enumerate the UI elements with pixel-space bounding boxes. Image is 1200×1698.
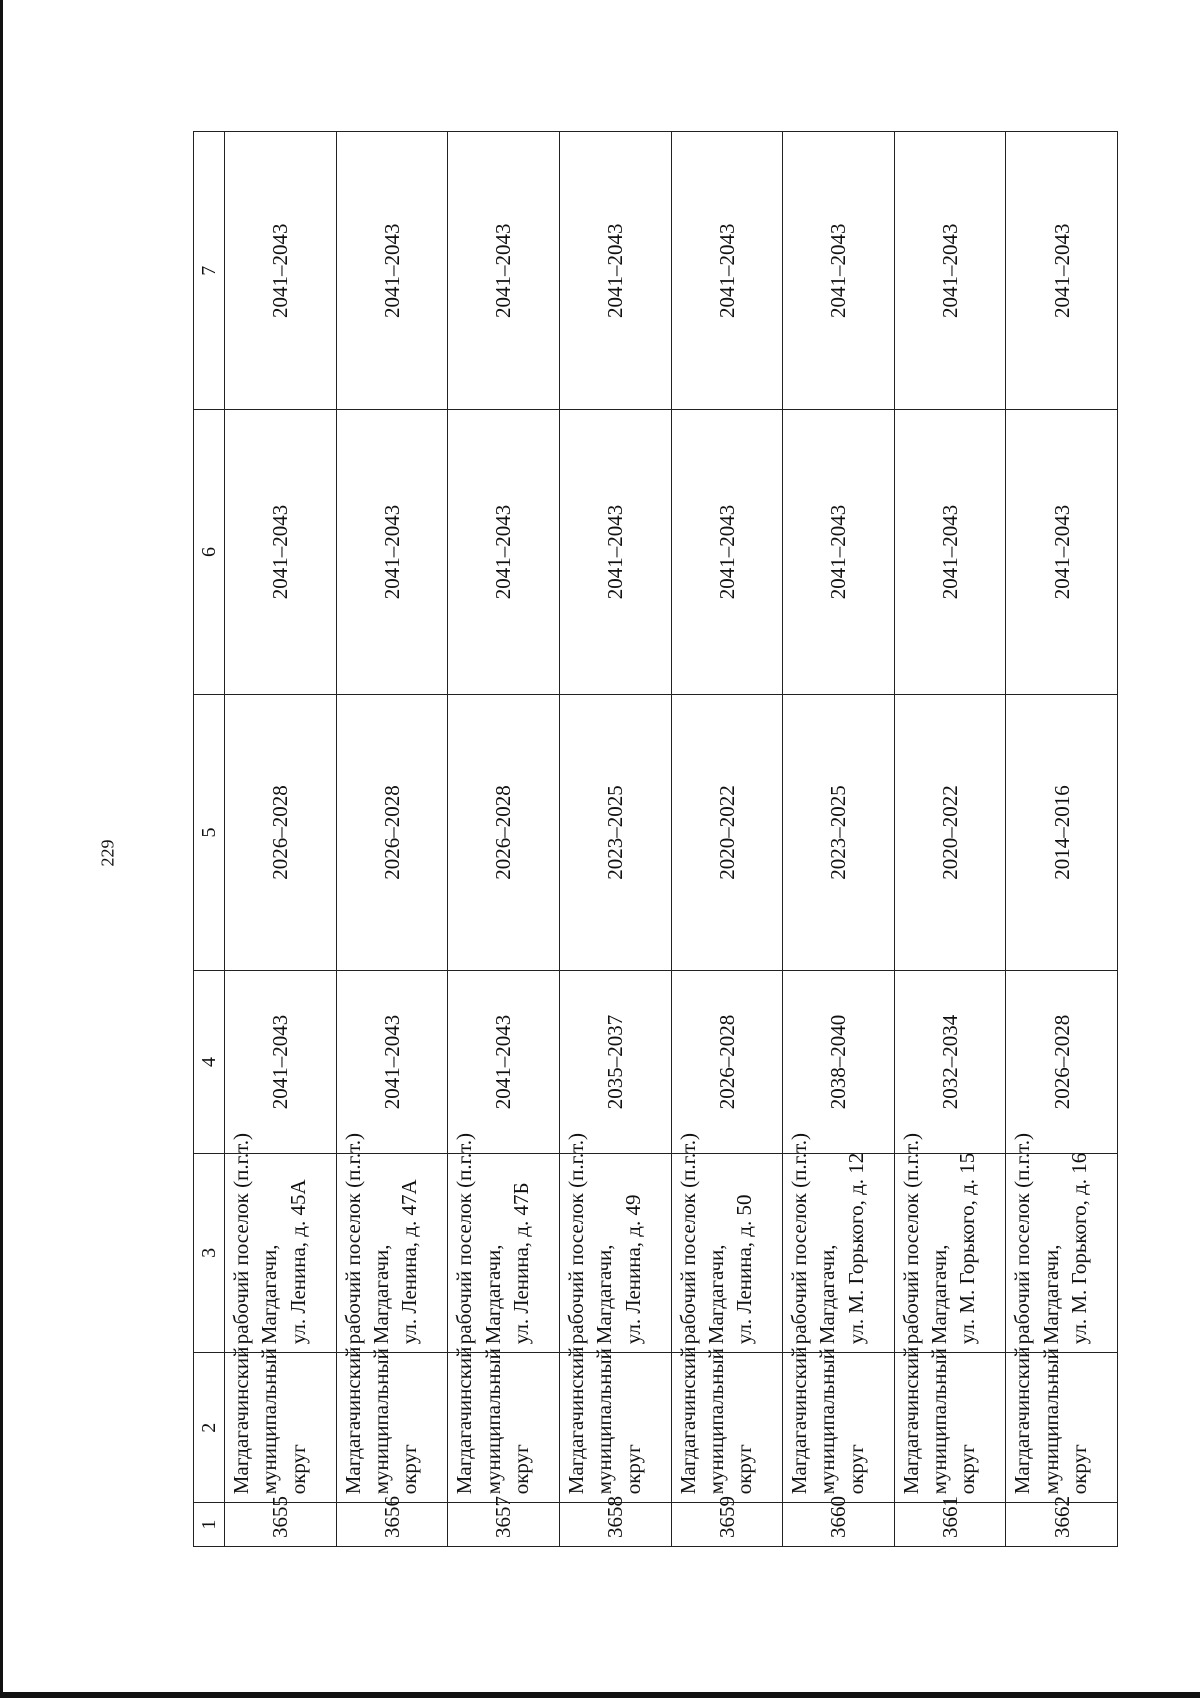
district-line: округ bbox=[397, 1444, 422, 1495]
address-line: рабочий поселок (п.г.т.) bbox=[229, 1133, 253, 1345]
district-line: Магдагачинский bbox=[229, 1346, 253, 1495]
period-col-7: 2041–2043 bbox=[336, 132, 448, 410]
address-cell bbox=[448, 1133, 560, 1353]
district-line: муниципальный bbox=[257, 1348, 282, 1495]
header-col-7: 7 bbox=[194, 132, 225, 410]
table-header bbox=[194, 132, 225, 1547]
period-col-5: 2026–2028 bbox=[448, 694, 560, 971]
period-col-7: 2041–2043 bbox=[448, 132, 560, 410]
address-line: ул. М. Горького, д. 15 bbox=[955, 1152, 980, 1345]
address-line: рабочий поселок (п.г.т.) bbox=[563, 1133, 588, 1345]
period-col-5: 2023–2025 bbox=[783, 694, 895, 971]
address-line: ул. Ленина, д. 50 bbox=[732, 1194, 757, 1345]
table-body bbox=[225, 132, 1118, 1547]
period-col-6: 2041–2043 bbox=[559, 410, 671, 694]
address-line: Магдагачи, bbox=[257, 1244, 282, 1345]
address-line: Магдагачи, bbox=[815, 1244, 840, 1345]
period-col-7: 2041–2043 bbox=[225, 132, 337, 410]
district-cell bbox=[894, 1346, 1006, 1503]
address-line: рабочий поселок (п.г.т.) bbox=[675, 1133, 700, 1345]
district-line: муниципальный bbox=[703, 1348, 728, 1495]
header-col-3: 3 bbox=[194, 1153, 225, 1353]
address-line: Магдагачи, bbox=[1038, 1244, 1063, 1345]
period-col-7: 2041–2043 bbox=[894, 132, 1006, 410]
district-line: муниципальный bbox=[480, 1348, 505, 1495]
address-line: Магдагачи, bbox=[592, 1244, 617, 1345]
row-number: 3660 bbox=[783, 1503, 895, 1547]
district-line: округ bbox=[843, 1444, 868, 1495]
address-line: Магдагачи, bbox=[480, 1244, 505, 1345]
district-line: Магдагачинский bbox=[675, 1346, 700, 1495]
address-line: рабочий поселок (п.г.т.) bbox=[787, 1133, 812, 1345]
period-col-5: 2020–2022 bbox=[671, 694, 783, 971]
district-line: муниципальный bbox=[368, 1348, 393, 1495]
period-col-4: 2035–2037 bbox=[559, 971, 671, 1153]
period-col-5: 2020–2022 bbox=[894, 694, 1006, 971]
table-row bbox=[1006, 132, 1118, 1547]
header-col-2: 2 bbox=[194, 1353, 225, 1503]
district-line: Магдагачинский bbox=[340, 1346, 365, 1495]
row-number: 3661 bbox=[894, 1503, 1006, 1547]
period-col-6: 2041–2043 bbox=[448, 410, 560, 694]
period-col-6: 2041–2043 bbox=[1006, 410, 1118, 694]
district-line: округ bbox=[732, 1444, 757, 1495]
period-col-6: 2041–2043 bbox=[336, 410, 448, 694]
address-line: Магдагачи, bbox=[927, 1244, 952, 1345]
period-col-5: 2026–2028 bbox=[225, 694, 337, 971]
table-container bbox=[193, 131, 1118, 1547]
address-line: ул. М. Горького, д. 12 bbox=[843, 1152, 868, 1345]
row-number: 3656 bbox=[336, 1503, 448, 1547]
district-line: округ bbox=[285, 1444, 310, 1495]
period-col-5: 2014–2016 bbox=[1006, 694, 1118, 971]
period-col-7: 2041–2043 bbox=[671, 132, 783, 410]
address-line: ул. Ленина, д. 49 bbox=[620, 1194, 645, 1345]
district-line: округ bbox=[620, 1444, 645, 1495]
period-col-4: 2026–2028 bbox=[671, 971, 783, 1153]
registry-table bbox=[193, 131, 1118, 1547]
header-col-5: 5 bbox=[194, 694, 225, 971]
address-cell bbox=[671, 1133, 783, 1353]
table-row bbox=[783, 132, 895, 1547]
header-col-4: 4 bbox=[194, 971, 225, 1153]
period-col-7: 2041–2043 bbox=[1006, 132, 1118, 410]
address-cell bbox=[894, 1133, 1006, 1353]
district-line: округ bbox=[508, 1444, 533, 1495]
table-row bbox=[894, 132, 1006, 1547]
district-line: Магдагачинский bbox=[1010, 1346, 1035, 1495]
period-col-6: 2041–2043 bbox=[671, 410, 783, 694]
header-col-6: 6 bbox=[194, 410, 225, 694]
district-cell bbox=[225, 1346, 337, 1503]
table-row bbox=[448, 132, 560, 1547]
period-col-4: 2026–2028 bbox=[1006, 971, 1118, 1153]
page-number-text: 229 bbox=[97, 839, 118, 867]
period-col-4: 2041–2043 bbox=[225, 971, 337, 1153]
district-cell bbox=[1006, 1346, 1118, 1503]
address-cell bbox=[1006, 1133, 1118, 1353]
district-line: Магдагачинский bbox=[563, 1346, 588, 1495]
period-col-6: 2041–2043 bbox=[894, 410, 1006, 694]
district-line: муниципальный bbox=[592, 1348, 617, 1495]
address-cell bbox=[225, 1133, 337, 1353]
address-line: ул. Ленина, д. 47А bbox=[397, 1179, 422, 1345]
header-row bbox=[194, 132, 225, 1547]
district-line: муниципальный bbox=[1038, 1348, 1063, 1495]
table-row bbox=[225, 132, 337, 1547]
address-line: ул. М. Горького, д. 16 bbox=[1067, 1152, 1092, 1345]
district-line: округ bbox=[1067, 1444, 1092, 1495]
district-cell bbox=[783, 1346, 895, 1503]
district-line: муниципальный bbox=[927, 1348, 952, 1495]
address-line: рабочий поселок (п.г.т.) bbox=[898, 1133, 923, 1345]
period-col-5: 2026–2028 bbox=[336, 694, 448, 971]
address-line: Магдагачи, bbox=[703, 1244, 728, 1345]
district-cell bbox=[671, 1346, 783, 1503]
row-number: 3659 bbox=[671, 1503, 783, 1547]
period-col-5: 2023–2025 bbox=[559, 694, 671, 971]
address-cell bbox=[336, 1133, 448, 1353]
table-row bbox=[559, 132, 671, 1547]
period-col-7: 2041–2043 bbox=[559, 132, 671, 410]
district-line: Магдагачинский bbox=[787, 1346, 812, 1495]
period-col-7: 2041–2043 bbox=[783, 132, 895, 410]
period-col-6: 2041–2043 bbox=[225, 410, 337, 694]
row-number: 3662 bbox=[1006, 1503, 1118, 1547]
district-line: Магдагачинский bbox=[898, 1346, 923, 1495]
address-line: рабочий поселок (п.г.т.) bbox=[1010, 1133, 1035, 1345]
table-row bbox=[336, 132, 448, 1547]
period-col-6: 2041–2043 bbox=[783, 410, 895, 694]
address-cell bbox=[559, 1133, 671, 1353]
period-col-4: 2041–2043 bbox=[336, 971, 448, 1153]
header-col-1: 1 bbox=[194, 1503, 225, 1547]
district-line: Магдагачинский bbox=[452, 1346, 477, 1495]
scan-edge-bottom bbox=[0, 1692, 1200, 1698]
district-cell bbox=[336, 1346, 448, 1503]
address-line: рабочий поселок (п.г.т.) bbox=[452, 1133, 477, 1345]
district-line: округ bbox=[955, 1444, 980, 1495]
address-line: рабочий поселок (п.г.т.) bbox=[340, 1133, 365, 1345]
period-col-4: 2041–2043 bbox=[448, 971, 560, 1153]
table-row bbox=[671, 132, 783, 1547]
district-cell bbox=[448, 1346, 560, 1503]
row-number: 3655 bbox=[225, 1503, 337, 1547]
row-number: 3657 bbox=[448, 1503, 560, 1547]
period-col-4: 2032–2034 bbox=[894, 971, 1006, 1153]
address-line: ул. Ленина, д. 45А bbox=[285, 1179, 310, 1345]
scan-edge-left bbox=[0, 0, 3, 1698]
district-cell bbox=[559, 1346, 671, 1503]
district-line: муниципальный bbox=[815, 1348, 840, 1495]
address-line: ул. Ленина, д. 47Б bbox=[508, 1182, 533, 1345]
address-line: Магдагачи, bbox=[368, 1244, 393, 1345]
period-col-4: 2038–2040 bbox=[783, 971, 895, 1153]
address-cell bbox=[783, 1133, 895, 1353]
row-number: 3658 bbox=[559, 1503, 671, 1547]
